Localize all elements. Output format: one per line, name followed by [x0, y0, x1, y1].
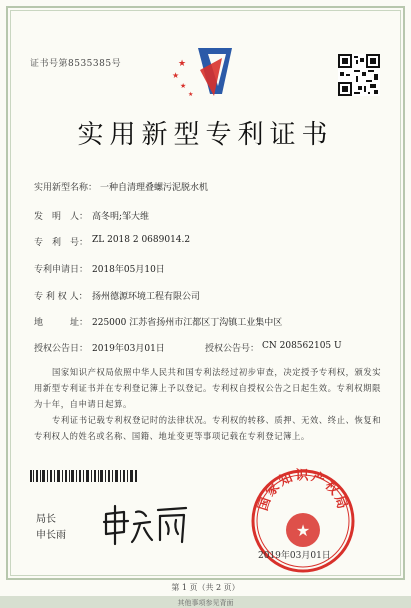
handwritten-signature [100, 502, 190, 546]
grant-number-value: CN 208562105 U [262, 341, 342, 351]
signatory-title: 局长 [36, 514, 56, 525]
svg-text:★: ★ [180, 82, 187, 90]
grant-number-label: 授权公告号： [205, 344, 260, 354]
patent-number-value: ZL 2018 2 0689014.2 [92, 235, 191, 245]
grant-date-value: 2019年03月01日 [92, 344, 165, 354]
grant-date-label: 授权公告日： [34, 344, 89, 354]
application-date-label: 专利申请日： [34, 265, 89, 275]
certificate-number: 证书号第8535385号 [30, 59, 122, 69]
seal-text: 国家知识产权局 [255, 468, 351, 513]
signatory-name: 申长雨 [36, 530, 66, 541]
address-value: 225000 江苏省扬州市江都区丁沟镇工业集中区 [92, 318, 283, 328]
svg-text:★: ★ [178, 59, 187, 69]
inventor-label: 发 明 人： [34, 212, 89, 222]
grant-statement-paragraph: 国家知识产权局依照中华人民共和国专利法经过初步审查，决定授予专利权，颁发实用新型专利证书并在专利登记簿上予以登记。专利权自授权公告之日起生效。专利权期限为十年，自申请日起算。 [34, 367, 382, 409]
patent-number-label: 专 利 号： [34, 238, 89, 248]
patent-office-emblem-icon [170, 40, 244, 102]
svg-text:★: ★ [172, 71, 180, 80]
svg-text:★: ★ [188, 91, 194, 98]
seal-date: 2019年03月01日 [258, 551, 331, 561]
utility-model-name-label: 实用新型名称： [34, 183, 98, 193]
svg-text:★: ★ [295, 521, 311, 540]
bottom-strip-text: 其他事项参见背面 [177, 599, 234, 607]
patentee-label: 专 利 权 人： [34, 292, 88, 302]
barcode-icon [30, 470, 138, 482]
inventor-value: 高冬明;邹大维 [92, 212, 150, 222]
application-date-value: 2018年05月10日 [92, 265, 165, 275]
address-label: 地 址： [34, 318, 89, 328]
svg-text:国家知识产权局 [255, 468, 350, 513]
page-number: 第 1 页（共 2 页） [171, 583, 240, 592]
legal-status-paragraph: 专利证书记载专利权登记时的法律状况。专利权的转移、质押、无效、终止、恢复和专利权人的姓名或名称、国籍、地址变更等事项记载在专利登记簿上。 [34, 415, 382, 441]
page-title: 实用新型专利证书 [77, 120, 334, 150]
qr-code-icon [338, 54, 380, 96]
utility-model-name-value: 一种自清理叠螺污泥脱水机 [100, 183, 209, 193]
patentee-value: 扬州德源环境工程有限公司 [92, 292, 201, 302]
